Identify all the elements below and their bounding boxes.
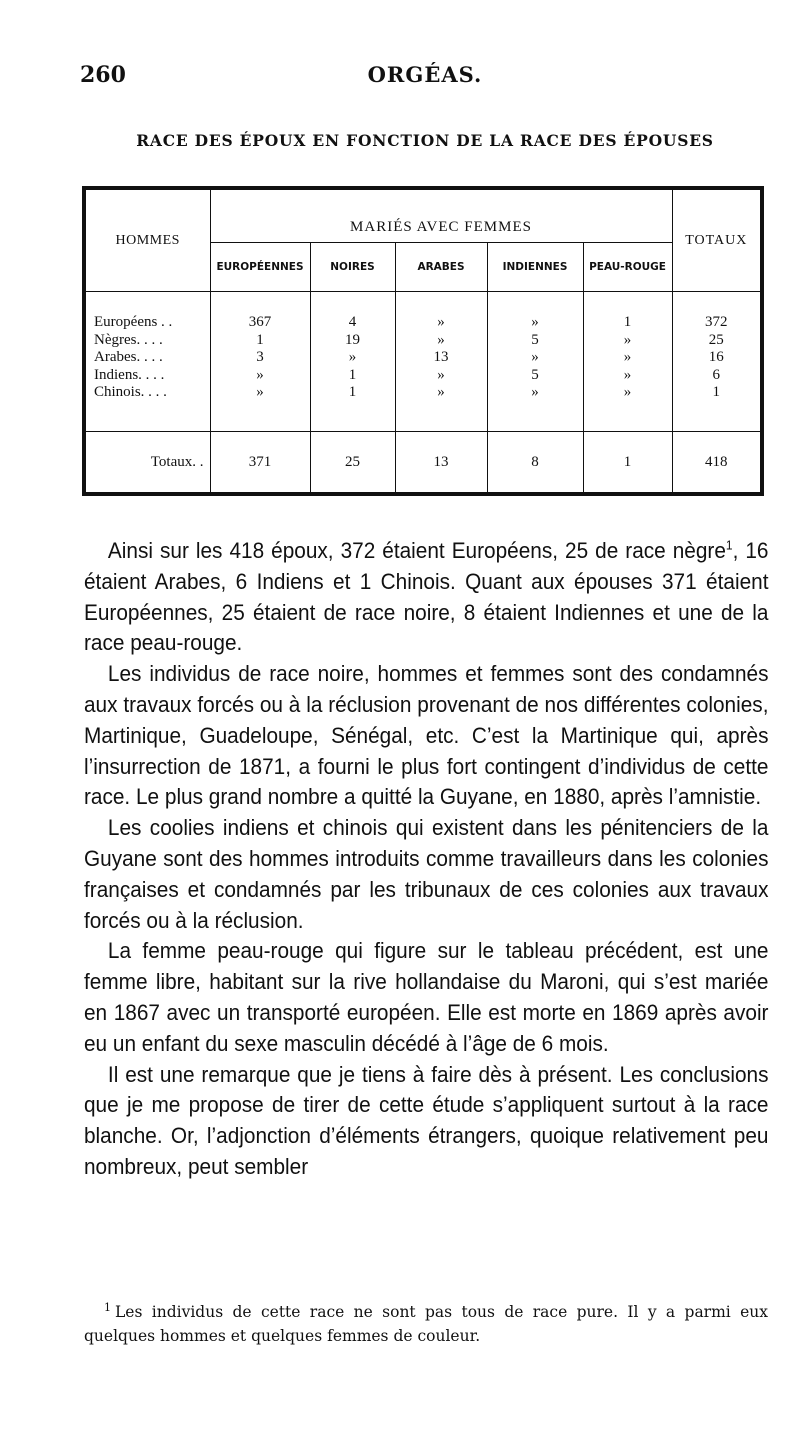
table-cell: 1 <box>712 384 721 400</box>
table-cell: 3 <box>256 349 264 365</box>
page-number: 260 <box>80 62 126 88</box>
table-cell: » <box>531 349 539 365</box>
table-cell: 367 <box>248 314 272 330</box>
paragraph-text: , 16 étaient Arabes, 6 Indiens et 1 Chinois. Quant aux épouses 371 étaient Européennes, 25 étaient de race noire, 8 étaient Indiennes et une de la race peau-rouge. <box>84 538 769 656</box>
table-cell: 6 <box>712 366 721 383</box>
table-cell: 1 <box>348 366 357 383</box>
col-europeennes <box>210 292 310 432</box>
row-label: Européens . . <box>94 314 173 330</box>
table-cell: » <box>531 384 539 400</box>
header-totaux: TOTAUX <box>672 190 760 292</box>
body-text <box>84 536 768 1183</box>
table-cell: 8 <box>487 432 583 493</box>
totals-label: Totaux. . <box>86 432 210 493</box>
table-cell: 13 <box>395 432 487 493</box>
totals-row <box>86 432 760 493</box>
table-cell: » <box>437 384 445 400</box>
row-label: Nègres. . . . <box>94 331 163 348</box>
footnote <box>84 1296 768 1348</box>
paragraph: Il est une remarque que je tiens à faire dès à présent. Les conclusions que je me propose de tirer de cette étude s’appliquent surtout à la race blanche. Or, l’adjonction d’éléments étrangers, quoique relativement peu nombreux, peut sembler <box>84 1061 769 1179</box>
footnote-text: Les individus de cette race ne sont pas tous de race pure. Il y a parmi eux quelques hommes et quelques femmes de couleur. <box>84 1303 768 1346</box>
header-hommes: HOMMES <box>86 190 210 292</box>
table-cell: » <box>256 366 264 383</box>
table-cell: 5 <box>531 366 539 383</box>
paragraph: Les individus de race noire, hommes et femmes sont des condamnés aux travaux forcés ou à la réclusion provenant de nos différentes colonies, Martinique, Guadeloupe, Sénégal, etc. C’est la Martinique qui, après l’insurrection de 1871, a fourni le plus fort contingent d’individus de cette race. Le plus grand nombre a quitté la Guyane, en 1880, après l’amnistie. <box>84 661 769 810</box>
header-arabes: ARABES <box>395 243 487 292</box>
table-cell: » <box>437 366 445 383</box>
table-cell: » <box>623 366 632 383</box>
row-labels <box>86 292 210 432</box>
table-cell: 1 <box>583 432 672 493</box>
table-cell: 372 <box>705 314 728 330</box>
table-cell: 1 <box>623 314 632 330</box>
header-noires: NOIRES <box>310 243 395 292</box>
header-peau-rouge: PEAU-ROUGE <box>583 243 672 292</box>
table-cell: » <box>437 314 445 330</box>
header-maries-avec-femmes: MARIÉS AVEC FEMMES <box>210 190 672 243</box>
footnote-reference[interactable]: 1 <box>725 537 733 553</box>
header-indiennes: INDIENNES <box>487 243 583 292</box>
footnote-mark: 1 <box>104 1301 111 1314</box>
table-cell: » <box>623 331 632 348</box>
table-cell: 16 <box>708 349 724 365</box>
table-title: RACE DES ÉPOUX EN FONCTION DE LA RACE DES ÉPOUSES <box>136 131 714 150</box>
col-arabes <box>395 292 487 432</box>
row-label: Arabes. . . . <box>94 349 163 365</box>
table-cell: 418 <box>672 432 760 493</box>
col-indiennes <box>487 292 583 432</box>
table-cell: » <box>437 331 445 348</box>
table-cell: 19 <box>345 331 360 348</box>
table-cell: » <box>256 384 264 400</box>
table-cell: 13 <box>433 349 449 365</box>
row-label: Chinois. . . . <box>94 384 167 400</box>
row-label: Indiens. . . . <box>94 366 165 383</box>
statistics-table <box>82 186 764 496</box>
table-cell: 371 <box>210 432 310 493</box>
col-totaux <box>672 292 760 432</box>
col-noires <box>310 292 395 432</box>
page-header <box>80 62 770 92</box>
table-cell: » <box>623 349 632 365</box>
paragraph-text: Ainsi sur les 418 époux, 372 étaient Européens, 25 de race nègre <box>107 538 726 563</box>
running-title: ORGÉAS. <box>367 62 483 87</box>
paragraph: Les coolies indiens et chinois qui existent dans les pénitenciers de la Guyane sont des hommes introduits comme travailleurs dans les colonies françaises et condamnés par les tribunaux de ces colonies aux travaux forcés ou à la réclusion. <box>84 815 769 933</box>
table-cell: 25 <box>310 432 395 493</box>
table-cell: 1 <box>348 384 357 400</box>
table-cell: 5 <box>531 331 539 348</box>
table-cell: » <box>531 314 539 330</box>
table-cell: 1 <box>256 331 264 348</box>
paragraph <box>84 536 768 659</box>
header-europeennes: EUROPÉENNES <box>210 243 310 292</box>
table-body <box>86 292 760 432</box>
table-cell: 4 <box>348 314 357 330</box>
table-cell: 25 <box>708 331 724 348</box>
table-cell: » <box>623 384 632 400</box>
table-cell: » <box>348 349 357 365</box>
paragraph: La femme peau-rouge qui figure sur le tableau précédent, est une femme libre, habitant sur la rive hollandaise du Maroni, qui s’est mariée en 1867 avec un transporté européen. Elle est morte en 1869 après avoir eu un enfant du sexe masculin décédé à l’âge de 6 mois. <box>84 938 769 1056</box>
col-peau-rouge <box>583 292 672 432</box>
